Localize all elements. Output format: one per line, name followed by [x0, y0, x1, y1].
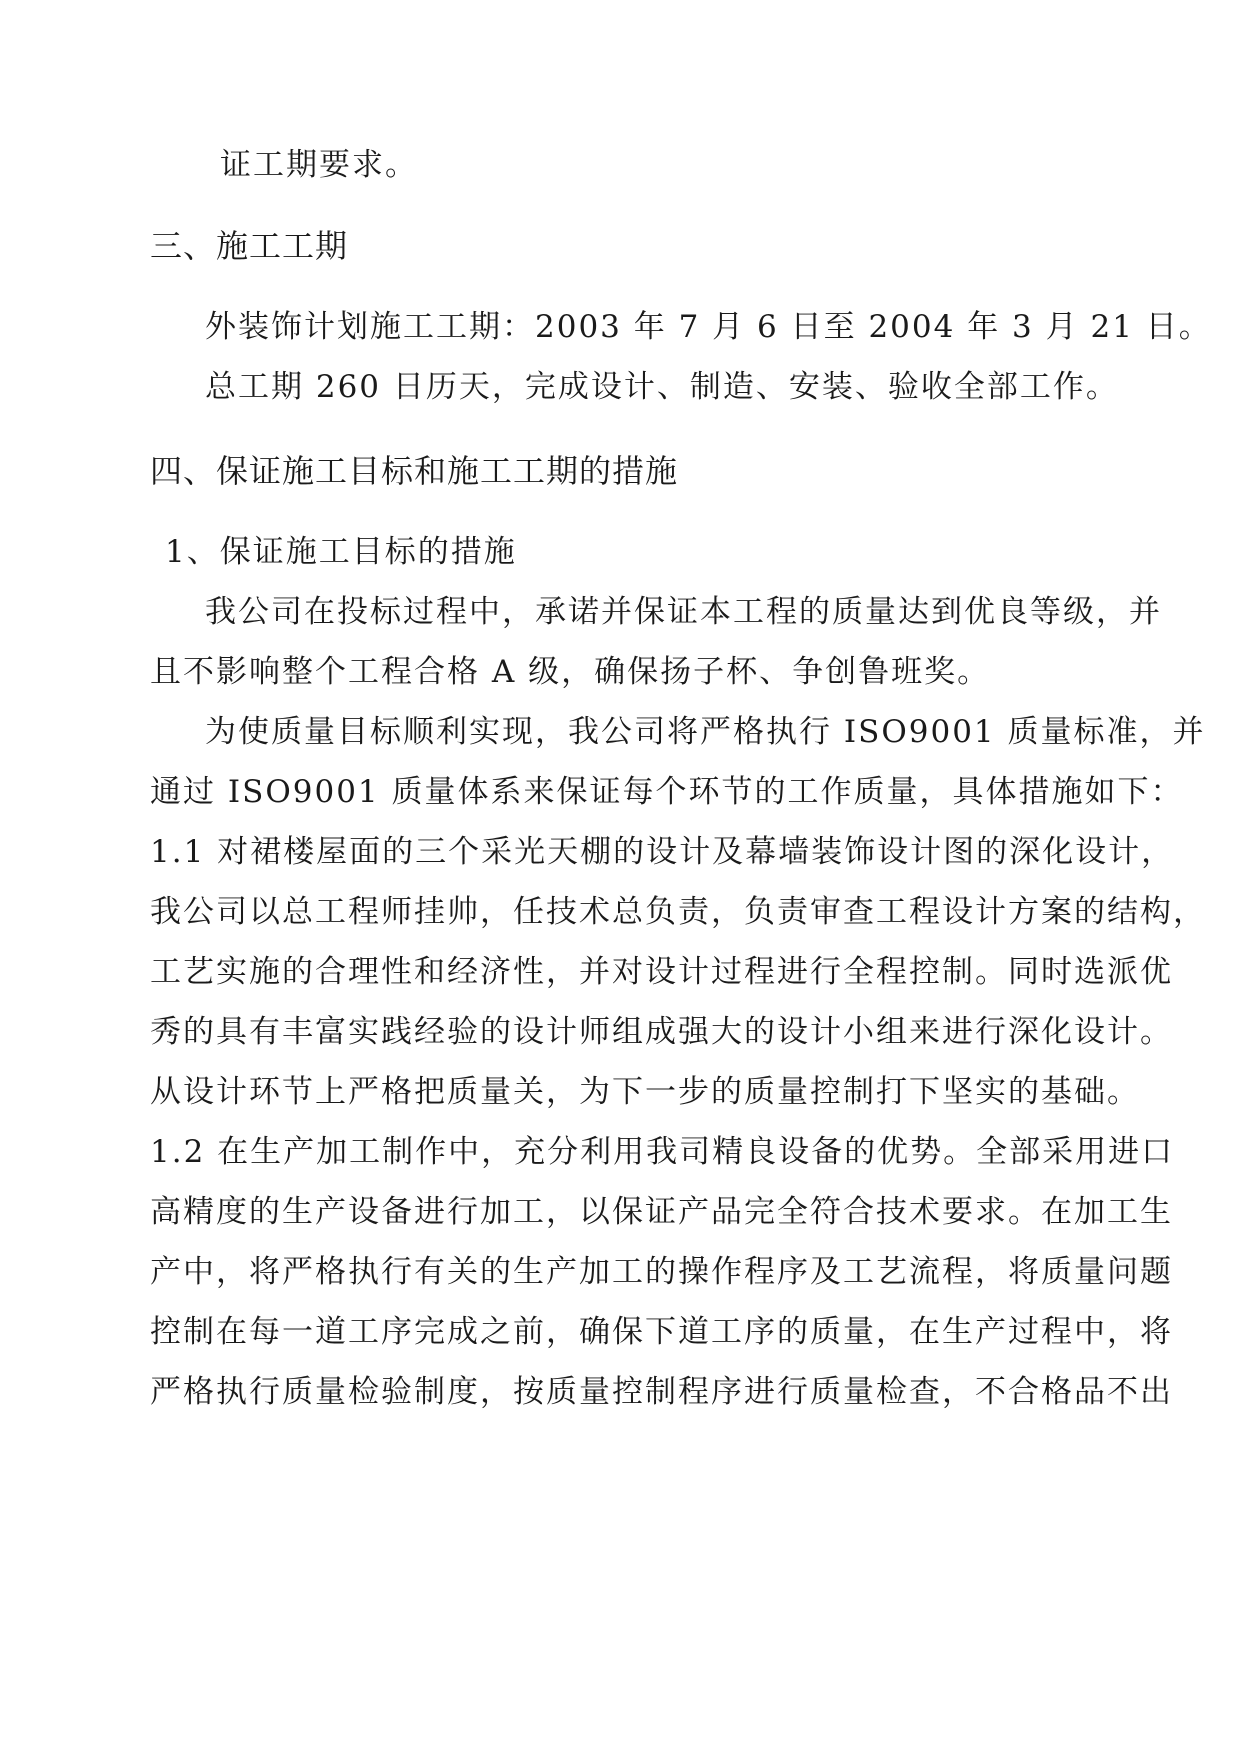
- paragraph-3-line-1: 1.1 对裙楼屋面的三个采光天棚的设计及幕墙装饰设计图的深化设计，: [150, 834, 1175, 870]
- paragraph-4-line-3: 产中，将严格执行有关的生产加工的操作程序及工艺流程，将质量问题: [150, 1254, 1173, 1290]
- paragraph-4-line-1: 1.2 在生产加工制作中，充分利用我司精良设备的优势。全部采用进口: [150, 1134, 1175, 1170]
- paragraph-1-line-1: 我公司在投标过程中，承诺并保证本工程的质量达到优良等级，并: [205, 594, 1162, 630]
- text-line-total-period: 总工期 260 日历天，完成设计、制造、安装、验收全部工作。: [205, 369, 1119, 405]
- paragraph-2-line-1: 为使质量目标顺利实现，我公司将严格执行 ISO9001 质量标准，并: [205, 714, 1206, 750]
- section-heading-4: 四、保证施工目标和施工工期的措施: [150, 452, 679, 490]
- paragraph-3-line-2: 我公司以总工程师挂帅，任技术总负责，负责审查工程设计方案的结构，: [150, 894, 1206, 930]
- text-line-schedule: 外装饰计划施工工期：2003 年 7 月 6 日至 2004 年 3 月 21 日。: [205, 309, 1212, 345]
- paragraph-3-line-3: 工艺实施的合理性和经济性，并对设计过程进行全程控制。同时选派优: [150, 954, 1173, 990]
- paragraph-4-line-2: 高精度的生产设备进行加工，以保证产品完全符合技术要求。在加工生: [150, 1194, 1173, 1230]
- text-line-continued: 证工期要求。: [220, 147, 418, 183]
- paragraph-4-line-5: 严格执行质量检验制度，按质量控制程序进行质量检查，不合格品不出: [150, 1374, 1173, 1410]
- paragraph-3-line-4: 秀的具有丰富实践经验的设计师组成强大的设计小组来进行深化设计。: [150, 1014, 1173, 1050]
- paragraph-2-line-2: 通过 ISO9001 质量体系来保证每个环节的工作质量，具体措施如下：: [150, 774, 1184, 810]
- section-heading-3: 三、施工工期: [150, 227, 349, 265]
- paragraph-4-line-4: 控制在每一道工序完成之前，确保下道工序的质量，在生产过程中，将: [150, 1314, 1173, 1350]
- paragraph-1-line-2: 且不影响整个工程合格 A 级，确保扬子杯、争创鲁班奖。: [150, 654, 991, 690]
- subsection-heading-1: 1、保证施工目标的措施: [165, 534, 517, 570]
- paragraph-3-line-5: 从设计环节上严格把质量关，为下一步的质量控制打下坚实的基础。: [150, 1074, 1140, 1110]
